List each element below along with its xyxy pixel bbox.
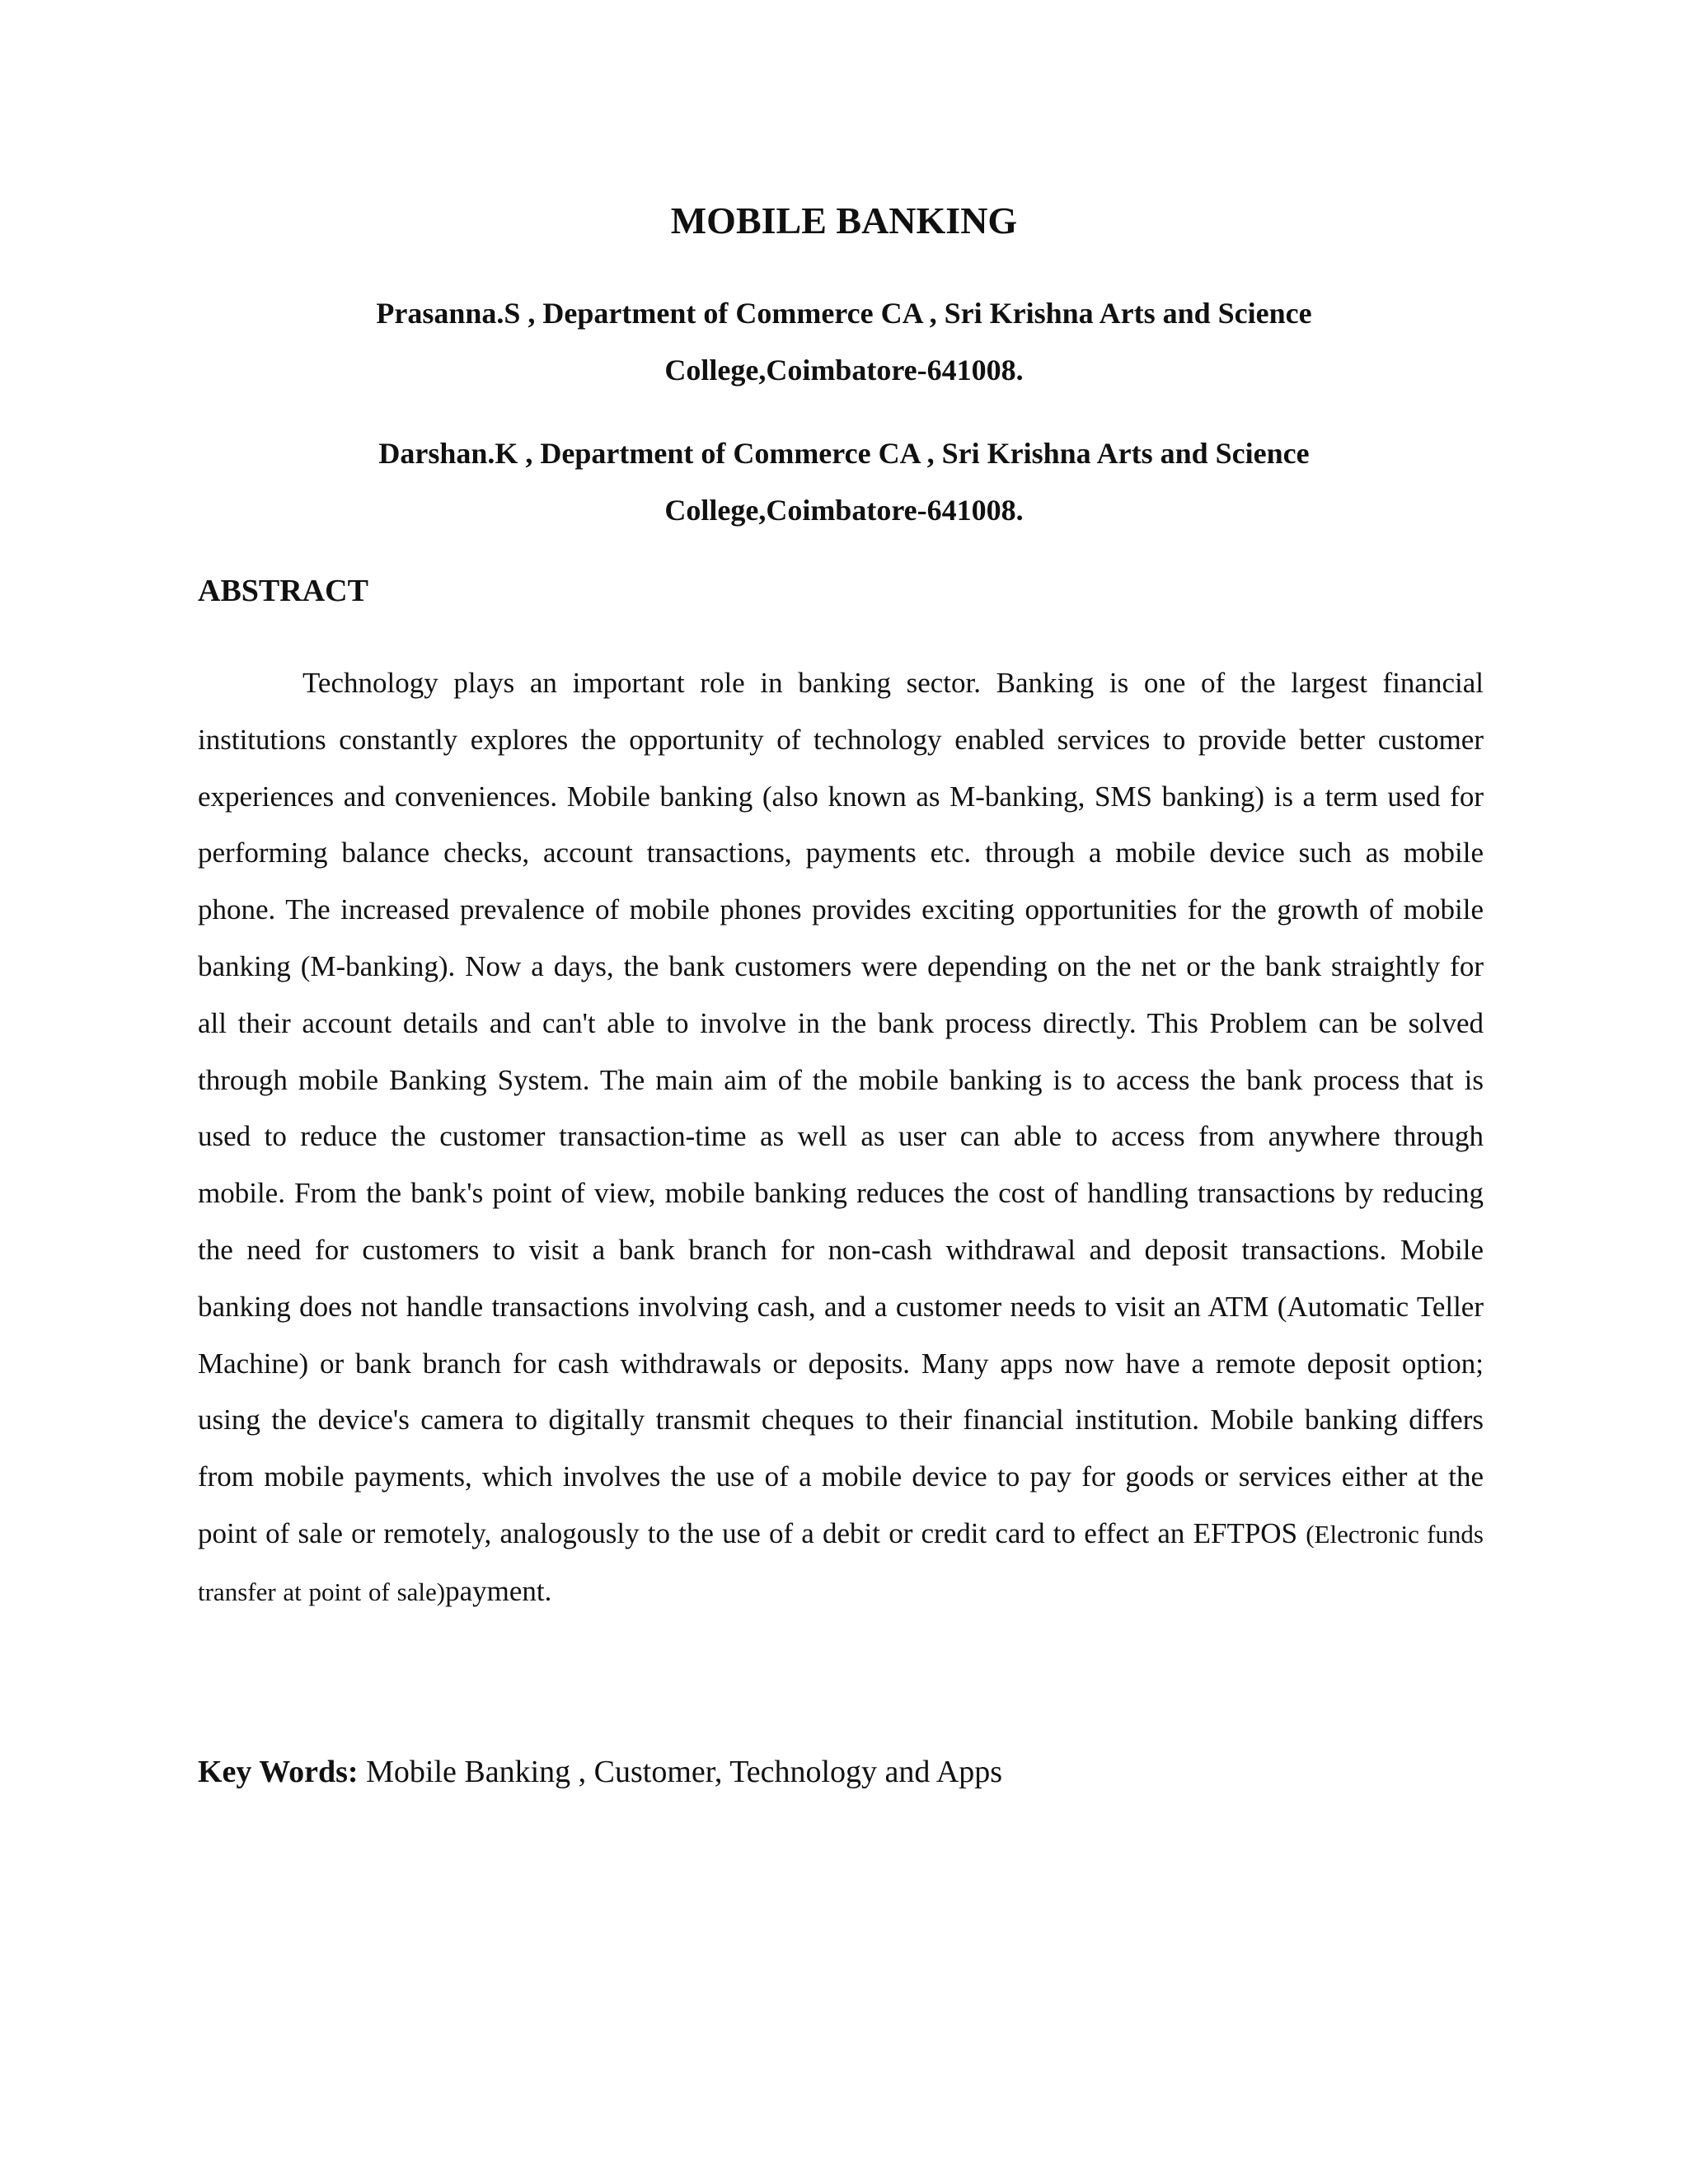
- author-2-line-2: College,Coimbatore-641008.: [664, 494, 1024, 527]
- abstract-eftpos-definition: (Electronic funds transfer at point of sale): [198, 1519, 1484, 1606]
- author-2-line-1: Darshan.K , Department of Commerce CA , Sri Krishna Arts and Science: [378, 437, 1310, 470]
- abstract-body: [198, 655, 1484, 1621]
- keywords-line: [198, 1750, 1002, 1793]
- author-1-line-2: College,Coimbatore-641008.: [664, 354, 1024, 387]
- author-affiliation-1: [280, 285, 1408, 399]
- author-1-line-1: Prasanna.S , Department of Commerce CA , Sri Krishna Arts and Science: [376, 297, 1312, 330]
- paper-title: MOBILE BANKING: [670, 199, 1018, 241]
- keywords-label: Key Words:: [198, 1755, 359, 1789]
- abstract-text: Technology plays an important role in banking sector. Banking is one of the largest financial institutions constantly explores the opportunity of technology enabled services to provide better customer experiences and conveniences. Mobile banking (also known as M-banking, SMS banking) is a term used for performing balance checks, account transactions, payments etc. through a mobile device such as mobile phone. The increased prevalence of mobile phones provides exciting opportunities for the growth of mobile banking (M-banking). Now a days, the bank customers were depending on the net or the bank straightly for all their account details and can't able to involve in the bank process directly. This Problem can be solved through mobile Banking System. The main aim of the mobile banking is to access the bank process that is used to reduce the customer transaction-time as well as user can able to access from anywhere through mobile. From the bank's point of view, mobile banking reduces the cost of handling transactions by reducing the need for customers to visit a bank branch for non-cash withdrawal and deposit transactions. Mobile banking does not handle transactions involving cash, and a customer needs to visit an ATM (Automatic Teller Machine) or bank branch for cash withdrawals or deposits. Many apps now have a remote deposit option; using the device's camera to digitally transmit cheques to their financial institution. Mobile banking differs from mobile payments, which involves the use of a mobile device to pay for goods or services either at the point of sale or remotely, analogously to the use of a debit or credit card to effect an EFTPOS: [198, 667, 1484, 1549]
- abstract-text-end: payment.: [445, 1574, 552, 1607]
- author-affiliation-2: [280, 425, 1408, 539]
- keywords-text: Mobile Banking , Customer, Technology and Apps: [358, 1755, 1003, 1789]
- abstract-heading: ABSTRACT: [198, 574, 368, 608]
